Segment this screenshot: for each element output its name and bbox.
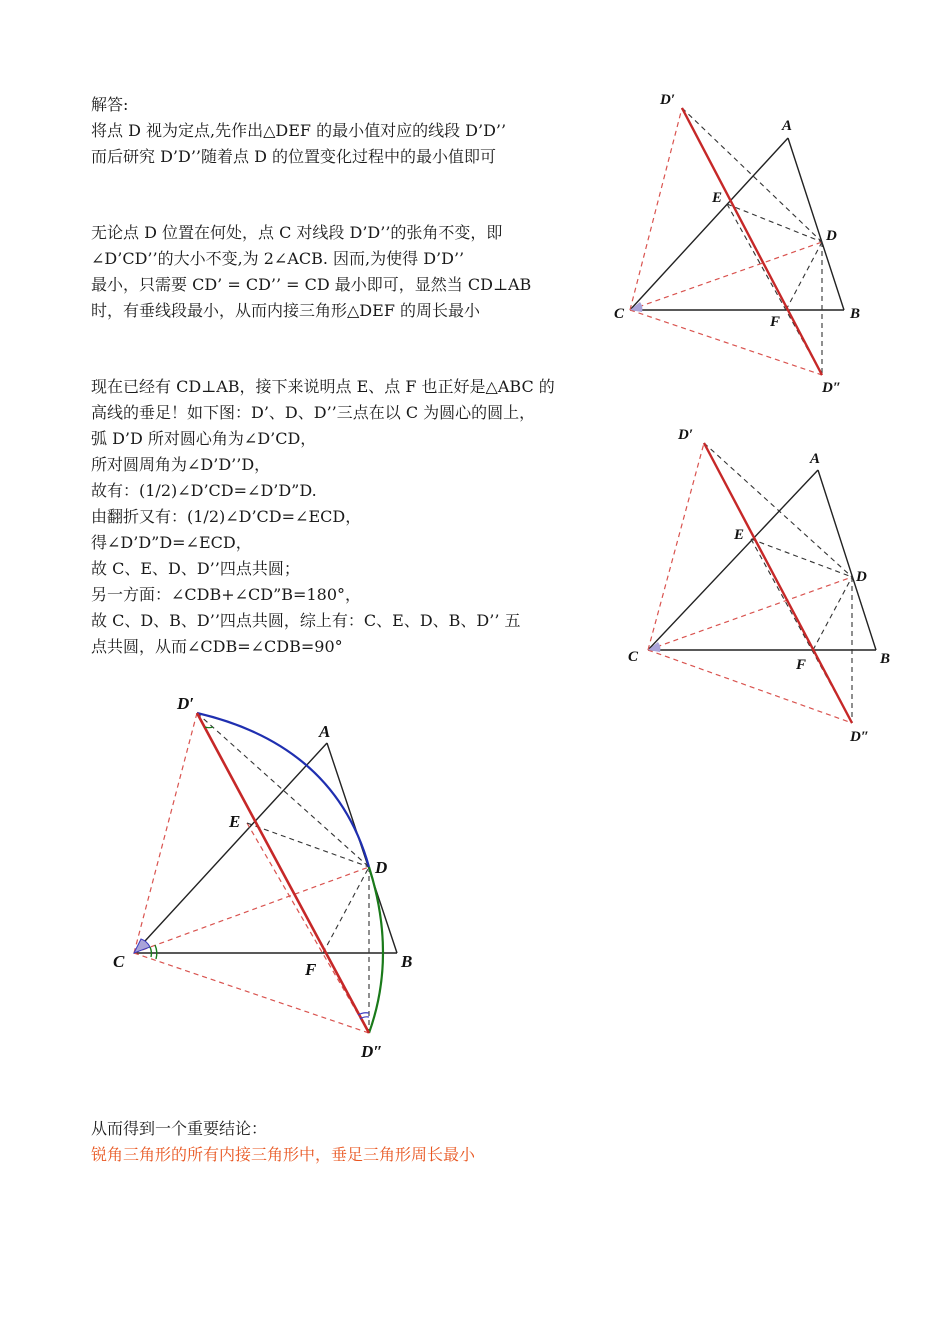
dashed-f-d <box>813 577 852 650</box>
red-segment-dprime-ddprime <box>704 443 852 723</box>
dashed-c-dprime <box>134 713 197 953</box>
label-b: B <box>401 952 413 971</box>
side-ca <box>630 138 788 310</box>
para3-line-5: 故有：(1/2)∠D’CD=∠D’D”D. <box>91 481 317 500</box>
para3-line-3: 弧 D’D 所对圆心角为∠D’CD， <box>91 429 317 448</box>
dashed-c-dprime <box>648 443 704 650</box>
dashed-e-d <box>751 539 852 577</box>
para3-line-11: 点共圆，从而∠CDB=∠CDB=90° <box>91 637 343 656</box>
dashed-dprime-d <box>682 108 822 242</box>
label-c: C <box>628 649 639 665</box>
label-f: F <box>305 960 317 979</box>
para3-line-9: 另一方面：∠CDB+∠CD”B=180°， <box>91 585 362 604</box>
figure-2-svg <box>620 425 900 745</box>
label-f: F <box>796 657 807 673</box>
label-ddprime: D″ <box>822 380 842 396</box>
label-d: D <box>856 569 867 585</box>
para3-line-6: 由翻折又有：(1/2)∠D’CD=∠ECD， <box>91 507 362 526</box>
para3-line-2: 高线的垂足！如下图：D’、D、D’’三点在以 C 为圆心的圆上， <box>91 403 536 422</box>
label-f: F <box>770 314 781 330</box>
para3-line-10: 故 C、D、B、D’’四点共圆，综上有：C、E、D、B、D’’ 五 <box>91 611 521 630</box>
para2-line-3: 最小，只需要 CD’ = CD’’ = CD 最小即可，显然当 CD⊥AB <box>91 275 532 294</box>
label-dprime: D′ <box>177 694 195 713</box>
dashed-f-d <box>786 242 822 310</box>
label-ddprime: D″ <box>850 729 870 745</box>
para3-line-7: 得∠D’D”D=∠ECD， <box>91 533 252 552</box>
dashed-e-d <box>247 823 369 867</box>
side-ab <box>818 470 876 650</box>
label-c: C <box>614 306 625 322</box>
dashed-f-d <box>323 867 369 953</box>
dashed-c-d <box>134 867 369 953</box>
intro-line-2: 而后研究 D’D’’随着点 D 的位置变化过程中的最小值即可 <box>91 147 497 166</box>
label-a: A <box>319 722 331 741</box>
figure-3 <box>105 685 435 1070</box>
conclusion-intro: 从而得到一个重要结论： <box>91 1119 268 1138</box>
figure-1-svg <box>610 90 870 400</box>
label-d: D <box>375 858 388 877</box>
red-segment-dprime-ddprime <box>682 108 822 375</box>
angle-mark-c-lower-2 <box>155 945 157 959</box>
intro-line-1: 将点 D 视为定点,先作出△DEF 的最小值对应的线段 D’D’’ <box>91 121 507 140</box>
para2-line-4: 时，有垂线段最小，从而内接三角形△DEF 的周长最小 <box>91 301 481 320</box>
label-a: A <box>810 451 821 467</box>
label-e: E <box>712 190 723 206</box>
para2-line-1: 无论点 D 位置在何处，点 C 对线段 D’D’’的张角不变，即 <box>91 223 503 242</box>
answer-heading: 解答: <box>91 95 129 114</box>
red-segment-dprime-ddprime <box>197 713 369 1033</box>
dashed-dprime-d <box>704 443 852 577</box>
label-dprime: D′ <box>660 92 676 108</box>
label-a: A <box>782 118 793 134</box>
para3-line-1: 现在已经有 CD⊥AB，接下来说明点 E、点 F 也正好是△ABC 的 <box>91 377 555 396</box>
label-c: C <box>113 952 125 971</box>
side-ab <box>788 138 844 310</box>
conclusion-highlight: 锐角三角形的所有内接三角形中，垂足三角形周长最小 <box>91 1145 476 1164</box>
label-b: B <box>880 651 891 667</box>
label-e: E <box>229 812 241 831</box>
label-d: D <box>826 228 837 244</box>
angle-mark-c-lower-1 <box>150 947 151 957</box>
dashed-c-dprime <box>630 108 682 310</box>
label-ddprime: D″ <box>361 1042 383 1061</box>
angle-mark-c-upper <box>134 939 150 953</box>
para3-line-4: 所对圆周角为∠D’D’’D， <box>91 455 271 474</box>
figure-1 <box>610 90 870 400</box>
para2-line-2: ∠D’CD’’的大小不变,为 2∠ACB. 因而,为使得 D’D’’ <box>91 249 465 268</box>
label-e: E <box>734 527 745 543</box>
para3-line-8: 故 C、E、D、D’’四点共圆； <box>91 559 300 578</box>
label-b: B <box>850 306 861 322</box>
figure-3-svg <box>105 685 435 1070</box>
arc-d-ddprime <box>369 867 383 1033</box>
label-dprime: D′ <box>678 427 694 443</box>
figure-2 <box>620 425 900 745</box>
dashed-c-ddprime <box>648 650 852 723</box>
dashed-c-d <box>630 242 822 310</box>
dashed-c-d <box>648 577 852 650</box>
angle-mark-dprime <box>205 727 213 728</box>
